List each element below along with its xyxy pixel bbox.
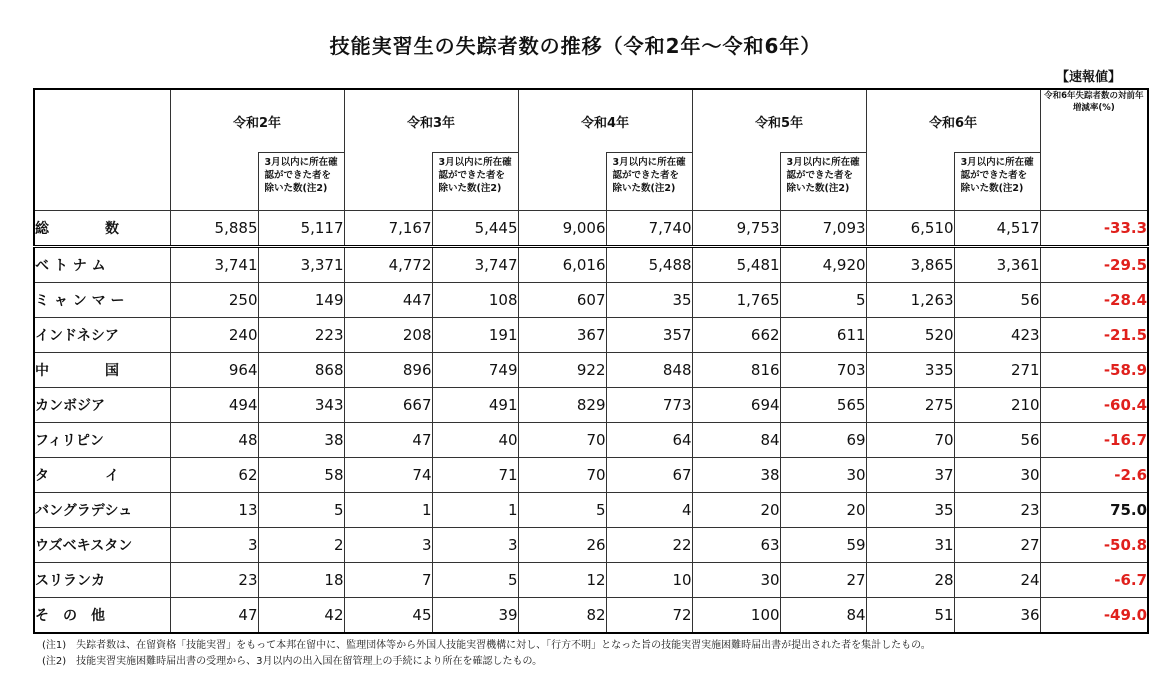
value-cell: 84 xyxy=(692,423,780,458)
value-cell: 611 xyxy=(780,318,866,353)
value-cell: 22 xyxy=(606,528,692,563)
footnote: (注1) 失踪者数は、在留資格「技能実習」をもって本邦在留中に、監理団体等から外国人技能実習機構に対し、「行方不明」となった旨の技能実習実施困難時届出書が提出された者を集計したもの。 xyxy=(42,640,931,651)
table-row xyxy=(34,283,1148,318)
value-cell: 447 xyxy=(344,283,432,318)
value-cell: 28 xyxy=(866,563,954,598)
year-header: 令和6年 xyxy=(866,89,1040,153)
value-cell: 494 xyxy=(170,388,258,423)
value-cell: 3,361 xyxy=(954,247,1040,283)
value-cell: 30 xyxy=(692,563,780,598)
value-cell: 896 xyxy=(344,353,432,388)
value-cell: 5 xyxy=(432,563,518,598)
table-row xyxy=(34,211,1148,247)
value-cell: 240 xyxy=(170,318,258,353)
table-row xyxy=(34,318,1148,353)
value-cell: 5,885 xyxy=(170,211,258,247)
value-cell: 210 xyxy=(954,388,1040,423)
value-cell: 4,772 xyxy=(344,247,432,283)
value-cell: 24 xyxy=(954,563,1040,598)
value-cell: 3,371 xyxy=(258,247,344,283)
value-cell: 2 xyxy=(258,528,344,563)
rate-cell: -60.4 xyxy=(1040,388,1148,423)
value-cell: 47 xyxy=(344,423,432,458)
value-cell: 4,517 xyxy=(954,211,1040,247)
value-cell: 694 xyxy=(692,388,780,423)
value-cell: 5 xyxy=(780,283,866,318)
value-cell: 71 xyxy=(432,458,518,493)
table-body xyxy=(34,211,1148,634)
absconder-table xyxy=(33,88,1149,634)
table-row xyxy=(34,528,1148,563)
country-cell: ベ ト ナ ム xyxy=(34,247,170,283)
value-cell: 56 xyxy=(954,283,1040,318)
value-cell: 3,747 xyxy=(432,247,518,283)
table-row xyxy=(34,598,1148,634)
blank-cell xyxy=(866,153,954,211)
value-cell: 45 xyxy=(344,598,432,634)
country-cell: そ の 他 xyxy=(34,598,170,634)
value-cell: 5 xyxy=(258,493,344,528)
footnote: (注2) 技能実習実施困難時届出書の受理から、3月以内の出入国在留管理上の手続により所在を確認したもの。 xyxy=(42,656,543,667)
blank-cell xyxy=(344,153,432,211)
value-cell: 275 xyxy=(866,388,954,423)
value-cell: 26 xyxy=(518,528,606,563)
value-cell: 520 xyxy=(866,318,954,353)
rate-header: 令和6年失踪者数の対前年増減率(%) xyxy=(1040,89,1148,211)
value-cell: 703 xyxy=(780,353,866,388)
value-cell: 38 xyxy=(692,458,780,493)
value-cell: 208 xyxy=(344,318,432,353)
value-cell: 607 xyxy=(518,283,606,318)
value-cell: 6,510 xyxy=(866,211,954,247)
value-cell: 40 xyxy=(432,423,518,458)
value-cell: 12 xyxy=(518,563,606,598)
value-cell: 74 xyxy=(344,458,432,493)
blank-cell xyxy=(518,153,606,211)
country-cell: ウズベキスタン xyxy=(34,528,170,563)
value-cell: 223 xyxy=(258,318,344,353)
value-cell: 42 xyxy=(258,598,344,634)
year-header: 令和3年 xyxy=(344,89,518,153)
value-cell: 70 xyxy=(518,458,606,493)
value-cell: 70 xyxy=(866,423,954,458)
value-cell: 7 xyxy=(344,563,432,598)
value-cell: 367 xyxy=(518,318,606,353)
value-cell: 343 xyxy=(258,388,344,423)
value-cell: 31 xyxy=(866,528,954,563)
value-cell: 1 xyxy=(432,493,518,528)
value-cell: 335 xyxy=(866,353,954,388)
sub-header: 3月以内に所在確認ができた者を除いた数(注2) xyxy=(258,153,344,211)
country-cell: バングラデシュ xyxy=(34,493,170,528)
sub-header: 3月以内に所在確認ができた者を除いた数(注2) xyxy=(432,153,518,211)
value-cell: 20 xyxy=(692,493,780,528)
value-cell: 6,016 xyxy=(518,247,606,283)
year-header: 令和5年 xyxy=(692,89,866,153)
value-cell: 30 xyxy=(954,458,1040,493)
table-row xyxy=(34,388,1148,423)
value-cell: 13 xyxy=(170,493,258,528)
sub-header: 3月以内に所在確認ができた者を除いた数(注2) xyxy=(954,153,1040,211)
value-cell: 51 xyxy=(866,598,954,634)
value-cell: 23 xyxy=(954,493,1040,528)
rate-cell: -33.3 xyxy=(1040,211,1148,247)
value-cell: 67 xyxy=(606,458,692,493)
value-cell: 3,741 xyxy=(170,247,258,283)
value-cell: 922 xyxy=(518,353,606,388)
value-cell: 100 xyxy=(692,598,780,634)
value-cell: 48 xyxy=(170,423,258,458)
country-cell: ミ ャ ン マ ー xyxy=(34,283,170,318)
rate-cell: -28.4 xyxy=(1040,283,1148,318)
value-cell: 58 xyxy=(258,458,344,493)
table-row xyxy=(34,493,1148,528)
country-cell: インドネシア xyxy=(34,318,170,353)
value-cell: 35 xyxy=(866,493,954,528)
value-cell: 3 xyxy=(170,528,258,563)
value-cell: 30 xyxy=(780,458,866,493)
value-cell: 3 xyxy=(344,528,432,563)
rate-cell: -6.7 xyxy=(1040,563,1148,598)
blank-cell xyxy=(692,153,780,211)
value-cell: 829 xyxy=(518,388,606,423)
value-cell: 38 xyxy=(258,423,344,458)
value-cell: 47 xyxy=(170,598,258,634)
rate-cell: -49.0 xyxy=(1040,598,1148,634)
page-title: 技能実習生の失踪者数の推移（令和2年～令和6年） xyxy=(329,34,822,58)
value-cell: 10 xyxy=(606,563,692,598)
value-cell: 773 xyxy=(606,388,692,423)
value-cell: 27 xyxy=(954,528,1040,563)
rate-cell: -2.6 xyxy=(1040,458,1148,493)
value-cell: 20 xyxy=(780,493,866,528)
value-cell: 18 xyxy=(258,563,344,598)
value-cell: 69 xyxy=(780,423,866,458)
value-cell: 1 xyxy=(344,493,432,528)
sub-header: 3月以内に所在確認ができた者を除いた数(注2) xyxy=(606,153,692,211)
value-cell: 271 xyxy=(954,353,1040,388)
table-row xyxy=(34,563,1148,598)
corner-cell xyxy=(34,89,170,211)
value-cell: 5,488 xyxy=(606,247,692,283)
footnotes xyxy=(42,638,931,670)
value-cell: 7,740 xyxy=(606,211,692,247)
table-row xyxy=(34,353,1148,388)
country-cell: フィリピン xyxy=(34,423,170,458)
country-cell: タ イ xyxy=(34,458,170,493)
rate-cell: -29.5 xyxy=(1040,247,1148,283)
value-cell: 72 xyxy=(606,598,692,634)
value-cell: 70 xyxy=(518,423,606,458)
value-cell: 964 xyxy=(170,353,258,388)
year-header: 令和2年 xyxy=(170,89,344,153)
value-cell: 5,481 xyxy=(692,247,780,283)
value-cell: 82 xyxy=(518,598,606,634)
table-row xyxy=(34,423,1148,458)
country-cell: カンボジア xyxy=(34,388,170,423)
value-cell: 7,093 xyxy=(780,211,866,247)
preliminary-badge: 【速報値】 xyxy=(1055,70,1121,85)
value-cell: 64 xyxy=(606,423,692,458)
value-cell: 868 xyxy=(258,353,344,388)
value-cell: 4,920 xyxy=(780,247,866,283)
value-cell: 39 xyxy=(432,598,518,634)
value-cell: 749 xyxy=(432,353,518,388)
value-cell: 848 xyxy=(606,353,692,388)
value-cell: 56 xyxy=(954,423,1040,458)
value-cell: 250 xyxy=(170,283,258,318)
value-cell: 35 xyxy=(606,283,692,318)
value-cell: 3 xyxy=(432,528,518,563)
value-cell: 667 xyxy=(344,388,432,423)
value-cell: 5,445 xyxy=(432,211,518,247)
rate-cell: -58.9 xyxy=(1040,353,1148,388)
value-cell: 4 xyxy=(606,493,692,528)
value-cell: 27 xyxy=(780,563,866,598)
value-cell: 491 xyxy=(432,388,518,423)
table-row xyxy=(34,458,1148,493)
rate-cell: -50.8 xyxy=(1040,528,1148,563)
country-cell: 総 数 xyxy=(34,211,170,247)
value-cell: 23 xyxy=(170,563,258,598)
value-cell: 423 xyxy=(954,318,1040,353)
value-cell: 357 xyxy=(606,318,692,353)
value-cell: 5,117 xyxy=(258,211,344,247)
value-cell: 84 xyxy=(780,598,866,634)
value-cell: 9,753 xyxy=(692,211,780,247)
value-cell: 5 xyxy=(518,493,606,528)
value-cell: 149 xyxy=(258,283,344,318)
value-cell: 1,263 xyxy=(866,283,954,318)
rate-cell: -16.7 xyxy=(1040,423,1148,458)
value-cell: 565 xyxy=(780,388,866,423)
country-cell: 中 国 xyxy=(34,353,170,388)
blank-cell xyxy=(170,153,258,211)
value-cell: 63 xyxy=(692,528,780,563)
rate-cell: 75.0 xyxy=(1040,493,1148,528)
value-cell: 662 xyxy=(692,318,780,353)
value-cell: 37 xyxy=(866,458,954,493)
sub-header: 3月以内に所在確認ができた者を除いた数(注2) xyxy=(780,153,866,211)
value-cell: 36 xyxy=(954,598,1040,634)
value-cell: 62 xyxy=(170,458,258,493)
value-cell: 816 xyxy=(692,353,780,388)
table-row xyxy=(34,247,1148,283)
year-header: 令和4年 xyxy=(518,89,692,153)
country-cell: スリランカ xyxy=(34,563,170,598)
rate-cell: -21.5 xyxy=(1040,318,1148,353)
value-cell: 1,765 xyxy=(692,283,780,318)
value-cell: 9,006 xyxy=(518,211,606,247)
value-cell: 3,865 xyxy=(866,247,954,283)
value-cell: 108 xyxy=(432,283,518,318)
value-cell: 59 xyxy=(780,528,866,563)
value-cell: 191 xyxy=(432,318,518,353)
value-cell: 7,167 xyxy=(344,211,432,247)
